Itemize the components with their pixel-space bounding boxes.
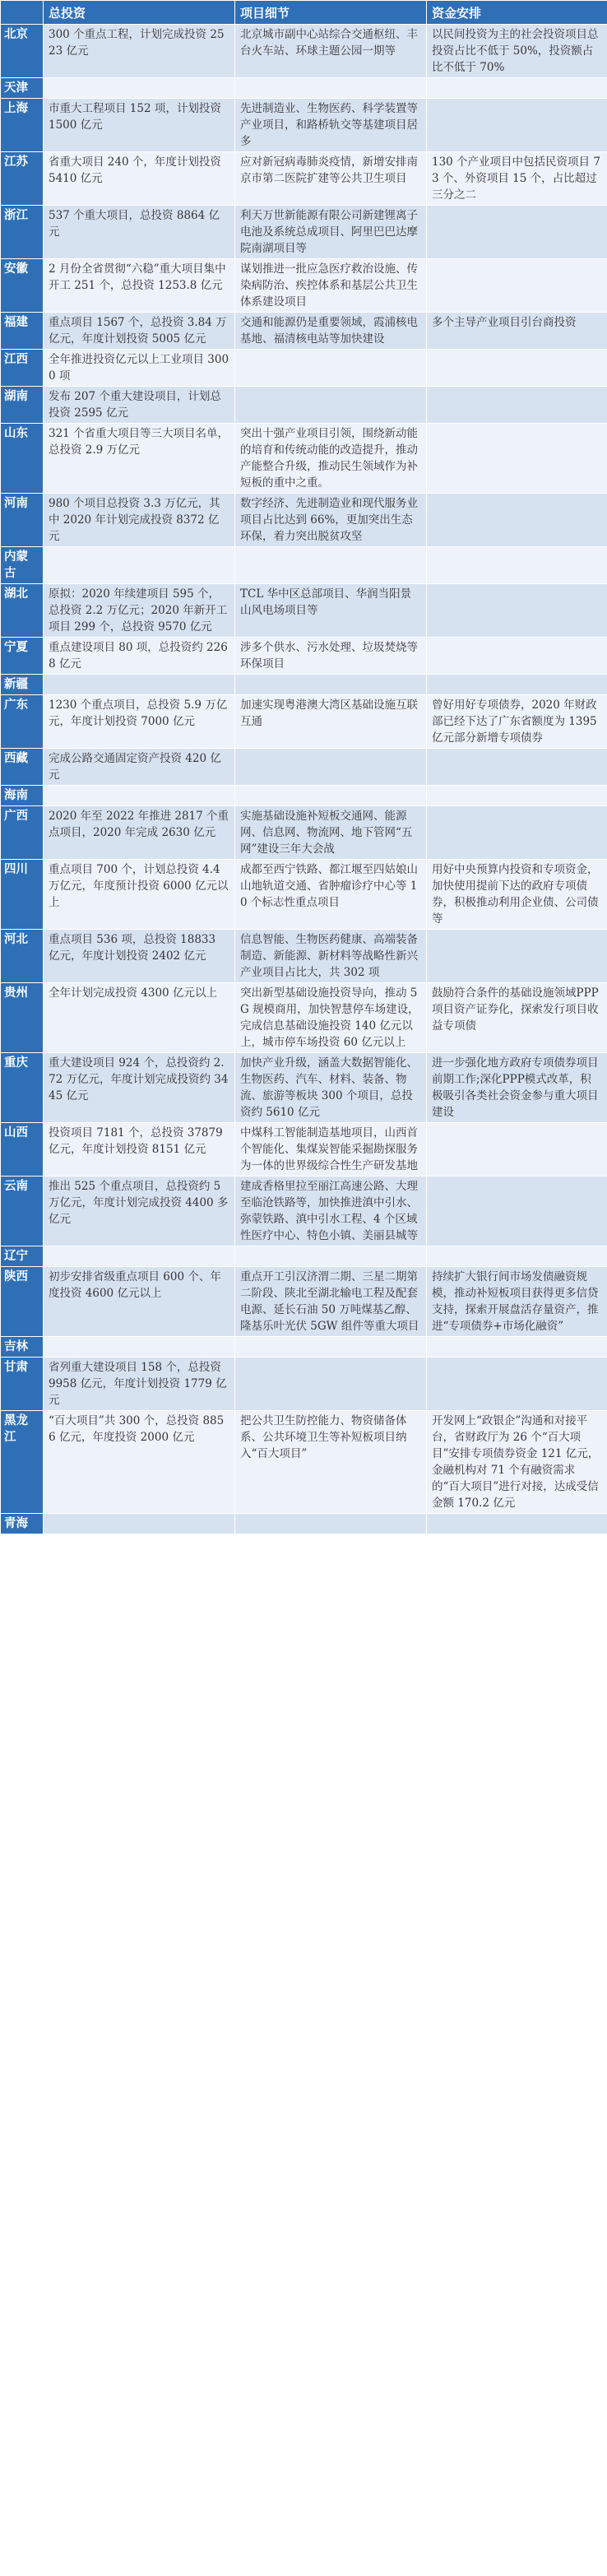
project-details-cell: 应对新冠病毒肺炎疫情，新增安排南京市第二医院扩建等公共卫生项目 bbox=[235, 152, 427, 206]
table-row bbox=[1, 1177, 607, 1246]
total-investment-cell: 1230 个重点项目，总投资 5.9 万亿元，年度计划投资 7000 亿元 bbox=[44, 695, 235, 749]
province-cell: 西藏 bbox=[1, 749, 44, 786]
province-cell: 江西 bbox=[1, 350, 44, 387]
project-details-cell bbox=[235, 1337, 427, 1358]
province-cell: 黑龙江 bbox=[1, 1411, 44, 1514]
province-cell: 山东 bbox=[1, 424, 44, 494]
total-investment-cell: 全年推进投资亿元以上工业项目 3000 项 bbox=[44, 350, 235, 387]
project-details-cell: 加速实现粤港澳大湾区基础设施互联互通 bbox=[235, 695, 427, 749]
total-investment-cell: 300 个重点工程，计划完成投资 2523 亿元 bbox=[44, 25, 235, 78]
project-details-cell bbox=[235, 78, 427, 99]
table-row bbox=[1, 1514, 607, 1534]
province-cell: 宁夏 bbox=[1, 638, 44, 675]
total-investment-cell: 原拟：2020 年续建项目 595 个，总投资 2.2 万亿元；2020 年新开工项目 299 个，总投资 9570 亿元 bbox=[44, 584, 235, 638]
funding-arrangement-cell bbox=[427, 494, 607, 547]
table-row bbox=[1, 1267, 607, 1337]
project-details-cell: 利天万世新能源有限公司新建锂离子电池及系统总成项目、阿里巴巴达摩院南湖项目等 bbox=[235, 206, 427, 259]
funding-arrangement-cell bbox=[427, 350, 607, 387]
header-funding-arrangement: 资金安排 bbox=[427, 1, 607, 25]
project-details-cell: TCL 华中区总部项目、华润当阳景山风电场项目等 bbox=[235, 584, 427, 638]
funding-arrangement-cell bbox=[427, 930, 607, 983]
total-investment-cell: 推出 525 个重点项目，总投资约 5 万亿元，年度计划完成投资 4400 多亿元 bbox=[44, 1177, 235, 1246]
total-investment-cell bbox=[44, 1514, 235, 1534]
funding-arrangement-cell bbox=[427, 424, 607, 494]
project-details-cell: 成都至西宁铁路、都江堰至四姑娘山山地轨道交通、省肿瘤诊疗中心等 10 个标志性重点项目 bbox=[235, 860, 427, 930]
total-investment-cell: 投资项目 7181 个，总投资 37879 亿元，年度计划投资 8151 亿元 bbox=[44, 1123, 235, 1177]
total-investment-cell: 市重大工程项目 152 项，计划投资 1500 亿元 bbox=[44, 99, 235, 152]
funding-arrangement-cell: 曾好用好专项债券，2020 年财政部已经下达了广东省额度为 1395 亿元部分新增专项债券 bbox=[427, 695, 607, 749]
total-investment-cell: 980 个项目总投资 3.3 万亿元，其中 2020 年计划完成投资 8372 亿元 bbox=[44, 494, 235, 547]
table-row bbox=[1, 152, 607, 206]
funding-arrangement-cell bbox=[427, 1358, 607, 1411]
total-investment-cell bbox=[44, 547, 235, 584]
province-cell: 内蒙古 bbox=[1, 547, 44, 584]
funding-arrangement-cell bbox=[427, 1177, 607, 1246]
total-investment-cell bbox=[44, 78, 235, 99]
project-details-cell: 数字经济、先进制造业和现代服务业项目占比达到 66%，更加突出生态环保，着力突出脱贫攻坚 bbox=[235, 494, 427, 547]
funding-arrangement-cell bbox=[427, 584, 607, 638]
table-row bbox=[1, 206, 607, 259]
project-details-cell: 北京城市副中心站综合交通枢纽、丰台火车站、环球主题公园一期等 bbox=[235, 25, 427, 78]
province-cell: 青海 bbox=[1, 1514, 44, 1534]
funding-arrangement-cell bbox=[427, 206, 607, 259]
funding-arrangement-cell bbox=[427, 749, 607, 786]
table-row bbox=[1, 387, 607, 424]
table-row bbox=[1, 930, 607, 983]
project-details-cell: 加快产业升级，涵盖大数据智能化、生物医药、汽车、材料、装备、物流、旅游等板块 300 个项目，总投资约 5610 亿元 bbox=[235, 1053, 427, 1123]
province-cell: 安徽 bbox=[1, 259, 44, 313]
table-row bbox=[1, 1358, 607, 1411]
funding-arrangement-cell bbox=[427, 99, 607, 152]
province-cell: 北京 bbox=[1, 25, 44, 78]
table-row bbox=[1, 983, 607, 1053]
table-row bbox=[1, 25, 607, 78]
funding-arrangement-cell bbox=[427, 1337, 607, 1358]
province-cell: 浙江 bbox=[1, 206, 44, 259]
total-investment-cell: 发布 207 个重大建设项目，计划总投资 2595 亿元 bbox=[44, 387, 235, 424]
header-project-details: 项目细节 bbox=[235, 1, 427, 25]
project-details-cell bbox=[235, 350, 427, 387]
province-cell: 吉林 bbox=[1, 1337, 44, 1358]
province-cell: 甘肃 bbox=[1, 1358, 44, 1411]
province-cell: 重庆 bbox=[1, 1053, 44, 1123]
header-total-investment: 总投资 bbox=[44, 1, 235, 25]
total-investment-cell: 省重大项目 240 个，年度计划投资 5410 亿元 bbox=[44, 152, 235, 206]
province-cell: 上海 bbox=[1, 99, 44, 152]
province-cell: 新疆 bbox=[1, 675, 44, 695]
funding-arrangement-cell: 鼓励符合条件的基础设施领域PPP项目资产证券化，探索发行项目收益专项债 bbox=[427, 983, 607, 1053]
total-investment-cell: 321 个省重大项目等三大项目名单，总投资 2.9 万亿元 bbox=[44, 424, 235, 494]
project-details-cell: 突出十强产业项目引领，围绕新动能的培育和传统动能的改造提升，推动产能整合升级，推动民生领域作为补短板的重中之重。 bbox=[235, 424, 427, 494]
table-row bbox=[1, 547, 607, 584]
province-cell: 四川 bbox=[1, 860, 44, 930]
total-investment-cell: 重大建设项目 924 个，总投资约 2.72 万亿元，年度计划完成投资约 3445 亿元 bbox=[44, 1053, 235, 1123]
province-cell: 陕西 bbox=[1, 1267, 44, 1337]
total-investment-cell: 完成公路交通固定资产投资 420 亿元 bbox=[44, 749, 235, 786]
table-row bbox=[1, 424, 607, 494]
province-cell: 湖北 bbox=[1, 584, 44, 638]
funding-arrangement-cell bbox=[427, 1246, 607, 1267]
province-cell: 河北 bbox=[1, 930, 44, 983]
table-row bbox=[1, 1123, 607, 1177]
project-details-cell bbox=[235, 786, 427, 806]
funding-arrangement-cell bbox=[427, 806, 607, 860]
table-row bbox=[1, 806, 607, 860]
funding-arrangement-cell: 多个主导产业项目引台商投资 bbox=[427, 313, 607, 350]
table-row bbox=[1, 494, 607, 547]
funding-arrangement-cell bbox=[427, 1514, 607, 1534]
table-row bbox=[1, 695, 607, 749]
province-cell: 贵州 bbox=[1, 983, 44, 1053]
project-details-cell: 重点开工引汉济渭二期、三星二期第二阶段、陕北至湖北输电工程及配套电源、延长石油 50 万吨煤基乙醇、隆基乐叶光伏 5GW 组件等重大项目 bbox=[235, 1267, 427, 1337]
total-investment-cell: 重点建设项目 80 项，总投资约 2268 亿元 bbox=[44, 638, 235, 675]
project-details-cell: 建成香格里拉至丽江高速公路、大理至临沧铁路等，加快推进滇中引水、弥蒙铁路、滇中引水工程、4 个区域性医疗中心、特色小镇、美丽县城等 bbox=[235, 1177, 427, 1246]
project-details-cell bbox=[235, 1246, 427, 1267]
funding-arrangement-cell bbox=[427, 259, 607, 313]
total-investment-cell: 全年计划完成投资 4300 亿元以上 bbox=[44, 983, 235, 1053]
table-row bbox=[1, 584, 607, 638]
funding-arrangement-cell bbox=[427, 547, 607, 584]
province-cell: 广东 bbox=[1, 695, 44, 749]
project-details-cell: 实施基础设施补短板交通网、能源网、信息网、物流网、地下管网“五网”建设三年大会战 bbox=[235, 806, 427, 860]
funding-arrangement-cell: 进一步强化地方政府专项债券项目前期工作;深化PPP模式改革，积极吸引各类社会资金参与重大项目建设 bbox=[427, 1053, 607, 1123]
funding-arrangement-cell bbox=[427, 387, 607, 424]
total-investment-cell: 重点项目 536 项，总投资 18833 亿元，年度计划投资 2402 亿元 bbox=[44, 930, 235, 983]
project-details-cell: 信息智能、生物医药健康、高端装备制造、新能源、新材料等战略性新兴产业项目占比大，共 302 项 bbox=[235, 930, 427, 983]
project-details-cell bbox=[235, 675, 427, 695]
funding-arrangement-cell: 用好中央预算内投资和专项资金，加快使用提前下达的政府专项债券，积极推动利用企业债、公司债等 bbox=[427, 860, 607, 930]
total-investment-cell: 重点项目 1567 个，总投资 3.84 万亿元，年度计划投资 5005 亿元 bbox=[44, 313, 235, 350]
province-cell: 天津 bbox=[1, 78, 44, 99]
project-details-cell: 涉多个供水、污水处理、垃圾焚烧等环保项目 bbox=[235, 638, 427, 675]
total-investment-cell bbox=[44, 1337, 235, 1358]
table-row bbox=[1, 313, 607, 350]
header-row bbox=[1, 1, 607, 25]
project-details-cell: 中煤科工智能制造基地项目，山西首个智能化、集煤炭智能采掘勘探服务为一体的世界级综合性生产研发基地 bbox=[235, 1123, 427, 1177]
province-cell: 湖南 bbox=[1, 387, 44, 424]
total-investment-cell: 2020 年至 2022 年推进 2817 个重点项目，2020 年完成 2630 亿元 bbox=[44, 806, 235, 860]
table-row bbox=[1, 259, 607, 313]
table-row bbox=[1, 860, 607, 930]
table-body bbox=[1, 25, 607, 1534]
table-row bbox=[1, 638, 607, 675]
table-row bbox=[1, 1411, 607, 1514]
total-investment-cell bbox=[44, 675, 235, 695]
table-row bbox=[1, 1246, 607, 1267]
province-cell: 江苏 bbox=[1, 152, 44, 206]
total-investment-cell: 初步安排省级重点项目 600 个、年度投资 4600 亿元以上 bbox=[44, 1267, 235, 1337]
table-header bbox=[1, 1, 607, 25]
total-investment-cell: “百大项目”共 300 个，总投资 8856 亿元，年度投资 2000 亿元 bbox=[44, 1411, 235, 1514]
project-details-cell: 交通和能源仍是重要领域，霞浦核电基地、福清核电站等加快建设 bbox=[235, 313, 427, 350]
project-details-cell bbox=[235, 547, 427, 584]
table-row bbox=[1, 1337, 607, 1358]
table-row bbox=[1, 350, 607, 387]
province-cell: 河南 bbox=[1, 494, 44, 547]
project-details-cell bbox=[235, 1514, 427, 1534]
project-details-cell: 突出新型基础设施投资导向，推动 5G 规模商用，加快智慧停车场建设，完成信息基础设施投资 140 亿元以上，城市停车场投资 60 亿元以上 bbox=[235, 983, 427, 1053]
funding-arrangement-cell bbox=[427, 1123, 607, 1177]
project-details-cell bbox=[235, 749, 427, 786]
funding-arrangement-cell bbox=[427, 78, 607, 99]
table-row bbox=[1, 99, 607, 152]
project-details-cell: 谋划推进一批应急医疗救治设施、传染病防治、疾控体系和基层公共卫生体系建设项目 bbox=[235, 259, 427, 313]
header-province bbox=[1, 1, 44, 25]
table-row bbox=[1, 749, 607, 786]
total-investment-cell bbox=[44, 1246, 235, 1267]
table-row bbox=[1, 1053, 607, 1123]
project-details-cell bbox=[235, 387, 427, 424]
funding-arrangement-cell: 以民间投资为主的社会投资项目总投资占比不低于 50%，投资额占比不低于 70% bbox=[427, 25, 607, 78]
funding-arrangement-cell: 130 个产业项目中包括民资项目 73 个、外资项目 15 个，占比超过三分之二 bbox=[427, 152, 607, 206]
province-cell: 辽宁 bbox=[1, 1246, 44, 1267]
total-investment-cell: 重点项目 700 个，计划总投资 4.4 万亿元，年度预计投资 6000 亿元以上 bbox=[44, 860, 235, 930]
funding-arrangement-cell: 持续扩大银行间市场发债融资规模，推动补短板项目获得更多信贷支持，探索开展盘活存量资产，推进“专项债券+市场化融资” bbox=[427, 1267, 607, 1337]
table-row bbox=[1, 786, 607, 806]
funding-arrangement-cell: 开发网上“政银企”沟通和对接平台，省财政厅为 26 个“百大项目”安排专项债券资金 121 亿元，金融机构对 71 个有融资需求的“百大项目”进行对接，达成受信金额 170.2 亿元 bbox=[427, 1411, 607, 1514]
total-investment-cell: 537 个重大项目，总投资 8864 亿元 bbox=[44, 206, 235, 259]
funding-arrangement-cell bbox=[427, 675, 607, 695]
project-details-cell: 把公共卫生防控能力、物资储备体系、公共环境卫生等补短板项目纳入“百大项目” bbox=[235, 1411, 427, 1514]
funding-arrangement-cell bbox=[427, 786, 607, 806]
total-investment-cell: 省列重大建设项目 158 个，总投资 9958 亿元，年度计划投资 1779 亿元 bbox=[44, 1358, 235, 1411]
total-investment-cell: 2 月份全省贯彻“六稳”重大项目集中开工 251 个，总投资 1253.8 亿元 bbox=[44, 259, 235, 313]
province-cell: 海南 bbox=[1, 786, 44, 806]
project-details-cell: 先进制造业、生物医药、科学装置等产业项目，和路桥轨交等基建项目居多 bbox=[235, 99, 427, 152]
province-cell: 山西 bbox=[1, 1123, 44, 1177]
province-cell: 福建 bbox=[1, 313, 44, 350]
funding-arrangement-cell bbox=[427, 638, 607, 675]
province-cell: 云南 bbox=[1, 1177, 44, 1246]
table-row bbox=[1, 675, 607, 695]
province-cell: 广西 bbox=[1, 806, 44, 860]
project-details-cell bbox=[235, 1358, 427, 1411]
table-row bbox=[1, 78, 607, 99]
total-investment-cell bbox=[44, 786, 235, 806]
